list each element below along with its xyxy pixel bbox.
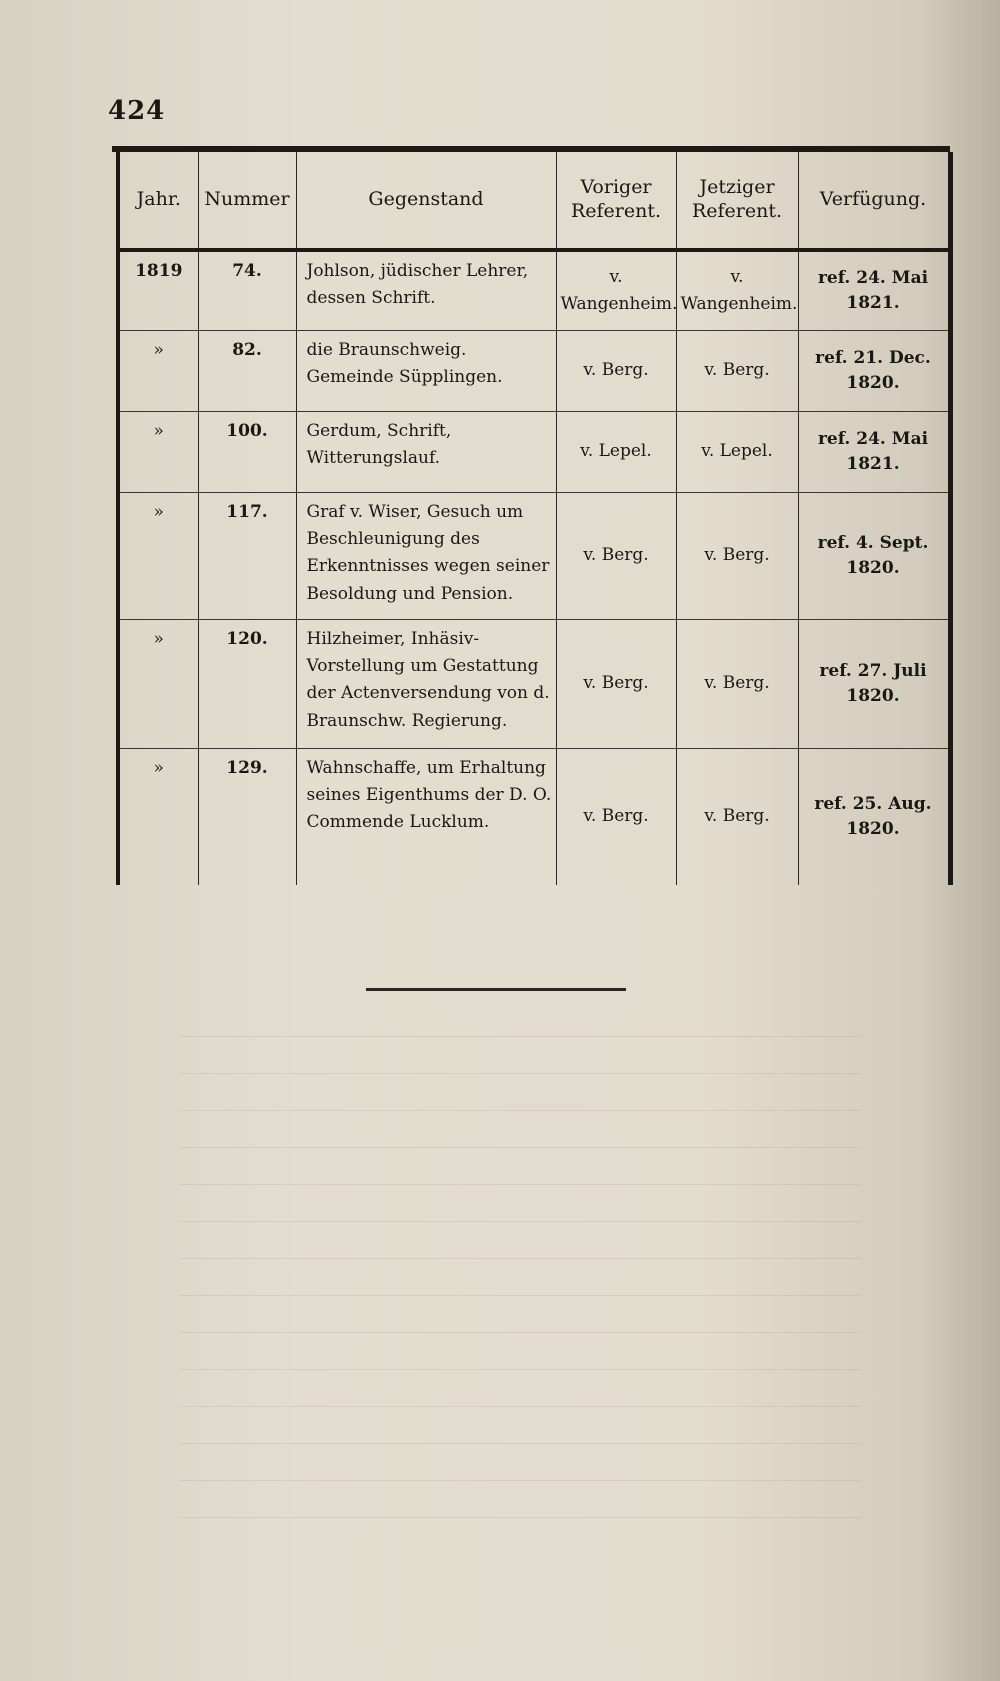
cell-subject: Hilzheimer, Inhäsiv-Vorstellung um Gestattung der Actenversendung von d. Braunschw. Regierung. (296, 620, 556, 749)
table-row (118, 749, 950, 886)
cell-disposition: ref. 25. Aug. 1820. (798, 749, 950, 886)
cell-previous-referent: v. Berg. (556, 493, 676, 620)
cell-subject: Johlson, jüdischer Lehrer, dessen Schrift. (296, 250, 556, 331)
table-row (118, 331, 950, 412)
cell-previous-referent: v. Wangenheim. (556, 250, 676, 331)
cell-year: » (118, 331, 198, 412)
table-row (118, 493, 950, 620)
cell-previous-referent: v. Berg. (556, 331, 676, 412)
table-row (118, 250, 950, 331)
cell-previous-referent: v. Berg. (556, 620, 676, 749)
cell-number: 120. (198, 620, 296, 749)
table-header-row (118, 152, 950, 250)
header-current-referent: Jetziger Referent. (676, 152, 798, 250)
cell-current-referent: v. Wangenheim. (676, 250, 798, 331)
cell-year: » (118, 620, 198, 749)
cell-current-referent: v. Berg. (676, 620, 798, 749)
page-number: 424 (108, 96, 166, 126)
header-previous-referent: Voriger Referent. (556, 152, 676, 250)
cell-year: » (118, 749, 198, 886)
cell-previous-referent: v. Berg. (556, 749, 676, 886)
cell-subject: die Braunschweig. Gemeinde Süpplingen. (296, 331, 556, 412)
cell-subject: Gerdum, Schrift, Witterungslauf. (296, 412, 556, 493)
cell-current-referent: v. Berg. (676, 749, 798, 886)
cell-number: 82. (198, 331, 296, 412)
cell-year: » (118, 493, 198, 620)
cell-subject: Graf v. Wiser, Gesuch um Beschleunigung des Erkenntnisses wegen seiner Besoldung und Pension. (296, 493, 556, 620)
table-row (118, 620, 950, 749)
header-year: Jahr. (118, 152, 198, 250)
bleed-through-texture (180, 1000, 860, 1540)
end-rule (366, 988, 626, 991)
cell-subject: Wahnschaffe, um Erhaltung seines Eigenthums der D. O. Commende Lucklum. (296, 749, 556, 886)
header-disposition: Verfügung. (798, 152, 950, 250)
cell-current-referent: v. Lepel. (676, 412, 798, 493)
cell-disposition: ref. 4. Sept. 1820. (798, 493, 950, 620)
cell-previous-referent: v. Lepel. (556, 412, 676, 493)
cell-year: 1819 (118, 250, 198, 331)
cell-year: » (118, 412, 198, 493)
cell-disposition: ref. 24. Mai 1821. (798, 412, 950, 493)
cell-number: 117. (198, 493, 296, 620)
cell-disposition: ref. 21. Dec. 1820. (798, 331, 950, 412)
cell-disposition: ref. 27. Juli 1820. (798, 620, 950, 749)
header-subject: Gegenstand (296, 152, 556, 250)
cell-disposition: ref. 24. Mai 1821. (798, 250, 950, 331)
cell-number: 100. (198, 412, 296, 493)
header-number: Nummer (198, 152, 296, 250)
cell-current-referent: v. Berg. (676, 493, 798, 620)
cell-number: 129. (198, 749, 296, 886)
cell-current-referent: v. Berg. (676, 331, 798, 412)
register-table (116, 152, 953, 885)
cell-number: 74. (198, 250, 296, 331)
table-row (118, 412, 950, 493)
